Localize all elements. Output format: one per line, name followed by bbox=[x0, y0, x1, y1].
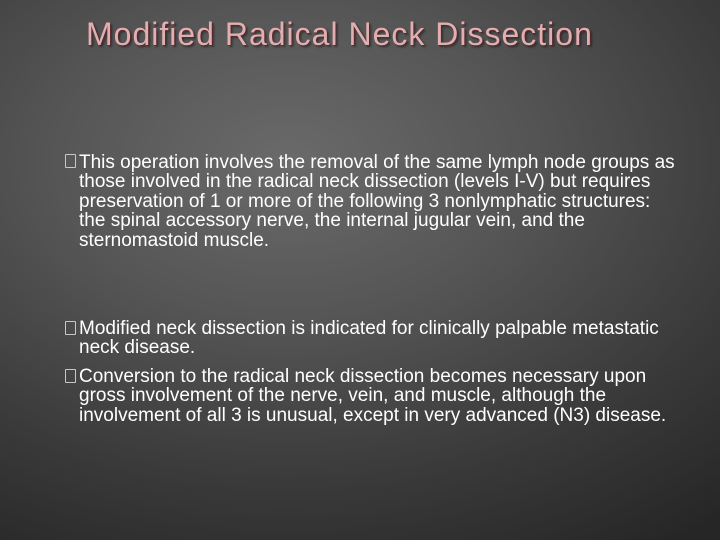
bullet-icon bbox=[63, 320, 77, 337]
bullet-text: Modified neck dissection is indicated for clinically palpable metastatic neck disease. bbox=[79, 318, 659, 359]
bullet-box-glyph bbox=[65, 369, 76, 383]
bullet-text: This operation involves the removal of the same lymph node groups as those involved in the radical neck dissection (levels I-V) but requires preservation of 1 or more of the following 3 nonlymphatic structures: the spinal accessory nerve, the internal jugular vein, and the sternomastoid muscle. bbox=[79, 152, 675, 251]
bullet-box-glyph bbox=[65, 321, 76, 335]
bullet-icon bbox=[63, 368, 77, 385]
bullet-box-glyph bbox=[65, 154, 76, 168]
slide-title: Modified Radical Neck Dissection bbox=[86, 16, 593, 52]
bullet-text: Conversion to the radical neck dissection becomes necessary upon gross involvement of the nerve, vein, and muscle, although the involvement of all 3 is unusual, except in very advanced (N3) disease. bbox=[79, 366, 667, 426]
bullet-icon bbox=[63, 153, 77, 170]
